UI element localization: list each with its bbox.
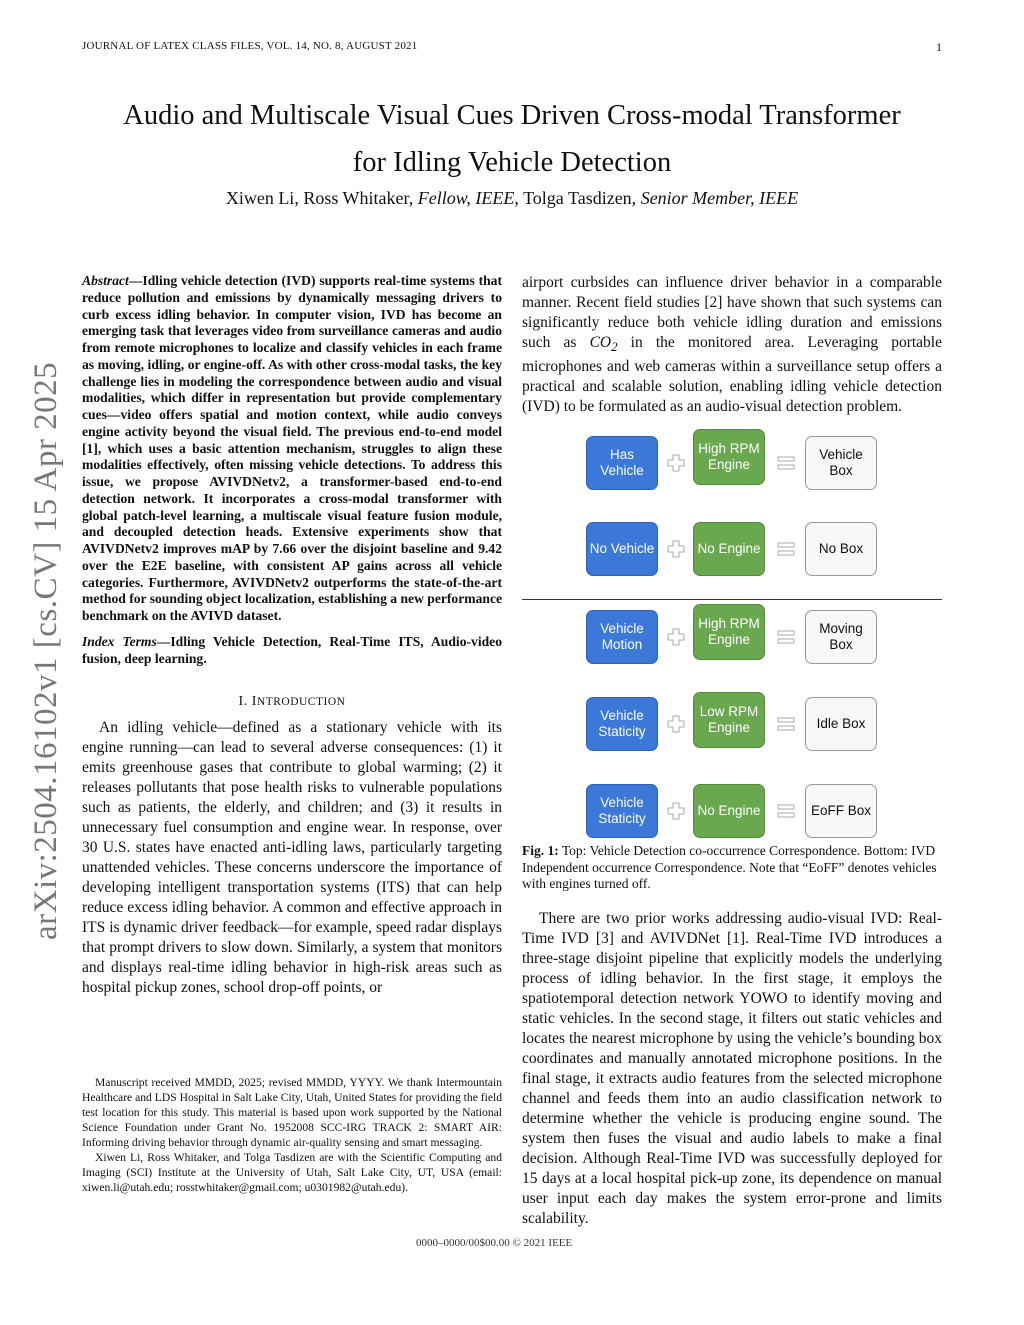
figure-caption — [522, 843, 942, 893]
result-box: Vehicle Box — [805, 436, 877, 490]
paragraph-part-a: airport curbsides can influence driver behavior in a comparable manner. Recent field studies [2] have shown that such systems can significantly reduce both vehicle idling duration and emissions such as — [522, 274, 942, 351]
page-number: 1 — [936, 40, 942, 54]
visual-cue-box: Vehicle Staticity — [586, 784, 658, 838]
equals-icon — [777, 802, 795, 820]
plus-icon — [667, 715, 685, 733]
equals-icon — [777, 540, 795, 558]
author-role-1: Fellow, IEEE — [417, 188, 515, 208]
equals-icon — [777, 628, 795, 646]
continued-paragraph — [522, 273, 942, 417]
copyright-line: 0000–0000/00$00.00 © 2021 IEEE — [416, 1237, 573, 1249]
caption-label: Fig. 1: — [522, 843, 559, 859]
author-role-2: Senior Member, IEEE — [640, 188, 799, 208]
intro-paragraph: An idling vehicle—defined as a stationary vehicle with its engine running—can lead to several adverse consequences: (1) it emits greenhouse gases that contribute to global warming; (2) it releases pollutants that pose health risks to vulnerable populations such as patients, the elderly, and children; and (3) it results in unnecessary fuel consumption and engine wear. In response, over 30 U.S. states have enacted anti-idling laws, particularly targeting unattended vehicles. These concerns underscore the importance of developing intelligent transportation systems (ITS) that can help reduce excess idling behavior. A common and effective approach in ITS is dynamic driver feedback—for example, speed radar displays that prompt drivers to slow down. Similarly, a system that monitors and displays real-time idling behavior in high-risk areas such as hospital pickup zones, school drop-off points, or — [82, 719, 502, 997]
visual-cue-box: Vehicle Motion — [586, 610, 658, 664]
title-line-2: for Idling Vehicle Detection — [352, 147, 672, 178]
index-terms — [82, 634, 502, 668]
abstract-label: Abstract — [82, 273, 129, 288]
audio-cue-box: High RPM Engine — [693, 429, 765, 485]
section-heading — [82, 694, 502, 710]
plus-icon — [667, 628, 685, 646]
right-column — [522, 273, 942, 1229]
figure-1 — [522, 429, 942, 849]
left-column — [82, 273, 502, 998]
audio-cue-box: High RPM Engine — [693, 604, 765, 660]
title-line-1: Audio and Multiscale Visual Cues Driven Cross-modal Transformer — [123, 100, 901, 131]
result-box: Idle Box — [805, 697, 877, 751]
paragraph-part-b: in the monitored area. Leveraging portable microphones and web cameras within a surveillance setup offers a practical and scalable solution, enabling idling vehicle detection (IVD) to be formulated as an audio-visual detection problem. — [522, 334, 942, 416]
prior-works-paragraph: There are two prior works addressing audio-visual IVD: Real-Time IVD [3] and AVIVDNet [1]. Real-Time IVD introduces a three-stage disjoint pipeline that explicitly models the underlying process of idling behavior. In the first stage, it employs the spatiotemporal detection network YOWO to identify moving and static vehicles. In the second stage, it filters out static vehicles and locates the nearest microphone by using the vehicle’s bounding box coordinates and manually annotated microphone positions. In the final stage, it extracts audio features from the selected microphone channel and feeds them into an audio classification network to determine whether the vehicle is producing engine sound. The system then fuses the visual and audio labels to make a final decision. Although Real-Time IVD was successfully deployed for 15 days at a local hospital pick-up zone, its dependence on manual user input each day makes the system error-prone and limits scalability. — [522, 909, 942, 1227]
caption-text: Top: Vehicle Detection co-occurrence Correspondence. Bottom: IVD Independent occurrence Correspondence. Note that “EoFF” denotes vehicles with engines turned off. — [522, 843, 937, 892]
co2-formula — [589, 334, 618, 355]
author-list — [60, 188, 964, 209]
plus-icon — [667, 802, 685, 820]
index-terms-text: —Idling Vehicle Detection, Real-Time ITS, Audio-video fusion, deep learning. — [82, 633, 502, 666]
running-header: JOURNAL OF LATEX CLASS FILES, VOL. 14, NO. 8, AUGUST 2021 — [82, 40, 418, 52]
footnote-affiliation: Xiwen Li, Ross Whitaker, and Tolga Tasdizen are with the Scientific Computing and Imaging (SCI) Institute at the University of Utah, Salt Lake City, UT, USA (email: xiwen.li@utah.edu; rosstwhitaker@gmail.com; u0301982@utah.edu). — [82, 1151, 502, 1194]
equals-icon — [777, 454, 795, 472]
co2-text: CO — [589, 334, 612, 351]
plus-icon — [667, 454, 685, 472]
figure-divider — [522, 599, 942, 600]
visual-cue-box: Vehicle Staticity — [586, 697, 658, 751]
arxiv-watermark: arXiv:2504.16102v1 [cs.CV] 15 Apr 2025 — [28, 361, 64, 940]
footnote-manuscript: Manuscript received MMDD, 2025; revised MMDD, YYYY. We thank Intermountain Healthcare and LDS Hospital in Salt Lake City, Utah, United States for providing the field test location for this study. This material is based upon work supported by the National Science Foundation under Grant No. 1952008 SCC-IRG TRACK 2: SMART AIR: Informing driving behavior through dynamic air-quality sensing and smart messaging. — [82, 1076, 502, 1149]
plus-icon — [667, 540, 685, 558]
section-numeral: I. — [238, 694, 248, 710]
index-terms-label: Index Terms — [82, 633, 157, 649]
paper-title — [60, 92, 964, 186]
author-names-2: , Tolga Tasdizen, — [514, 188, 637, 208]
audio-cue-box: No Engine — [693, 522, 765, 576]
result-box: No Box — [805, 522, 877, 576]
equals-icon — [777, 715, 795, 733]
visual-cue-box: No Vehicle — [586, 522, 658, 576]
visual-cue-box: Has Vehicle — [586, 436, 658, 490]
author-names-1: Xiwen Li, Ross Whitaker, — [225, 188, 414, 208]
section-title-rest: NTRODUCTION — [256, 696, 346, 709]
result-box: Moving Box — [805, 610, 877, 664]
abstract — [82, 273, 502, 625]
footnotes — [82, 1075, 502, 1195]
section-first-letter: I — [251, 694, 257, 710]
audio-cue-box: Low RPM Engine — [693, 692, 765, 748]
result-box: EoFF Box — [805, 784, 877, 838]
abstract-text: —Idling vehicle detection (IVD) supports real-time systems that reduce pollution and emissions by dynamically messaging drivers to curb excess idling behavior. In computer vision, IVD has become an emerging task that leverages video from surveillance cameras and audio from remote microphones to localize and classify vehicles in each frame as moving, idling, or engine-off. As with other cross-modal tasks, the key challenge lies in modeling the correspondence between audio and visual modalities, which differ in representation but provide complementary cues—video offers spatial and motion context, while audio conveys engine activity beyond the visual field. The previous end-to-end model [1], which uses a basic attention mechanism, struggles to align these modalities effectively, often missing vehicle detections. To address this issue, we propose AVIVDNetv2, a transformer-based end-to-end detection network. It incorporates a cross-modal transformer with global patch-level learning, a multiscale visual feature fusion module, and decoupled detection heads. Extensive experiments show that AVIVDNetv2 improves mAP by 7.66 over the disjoint baseline and 9.42 over the E2E baseline, with consistent AP gains across all vehicle categories. Furthermore, AVIVDNetv2 outperforms the state-of-the-art method for sounding object localization, establishing a new performance benchmark on the AVIVD dataset. — [82, 273, 503, 623]
audio-cue-box: No Engine — [693, 784, 765, 838]
co2-subscript: 2 — [611, 339, 618, 355]
